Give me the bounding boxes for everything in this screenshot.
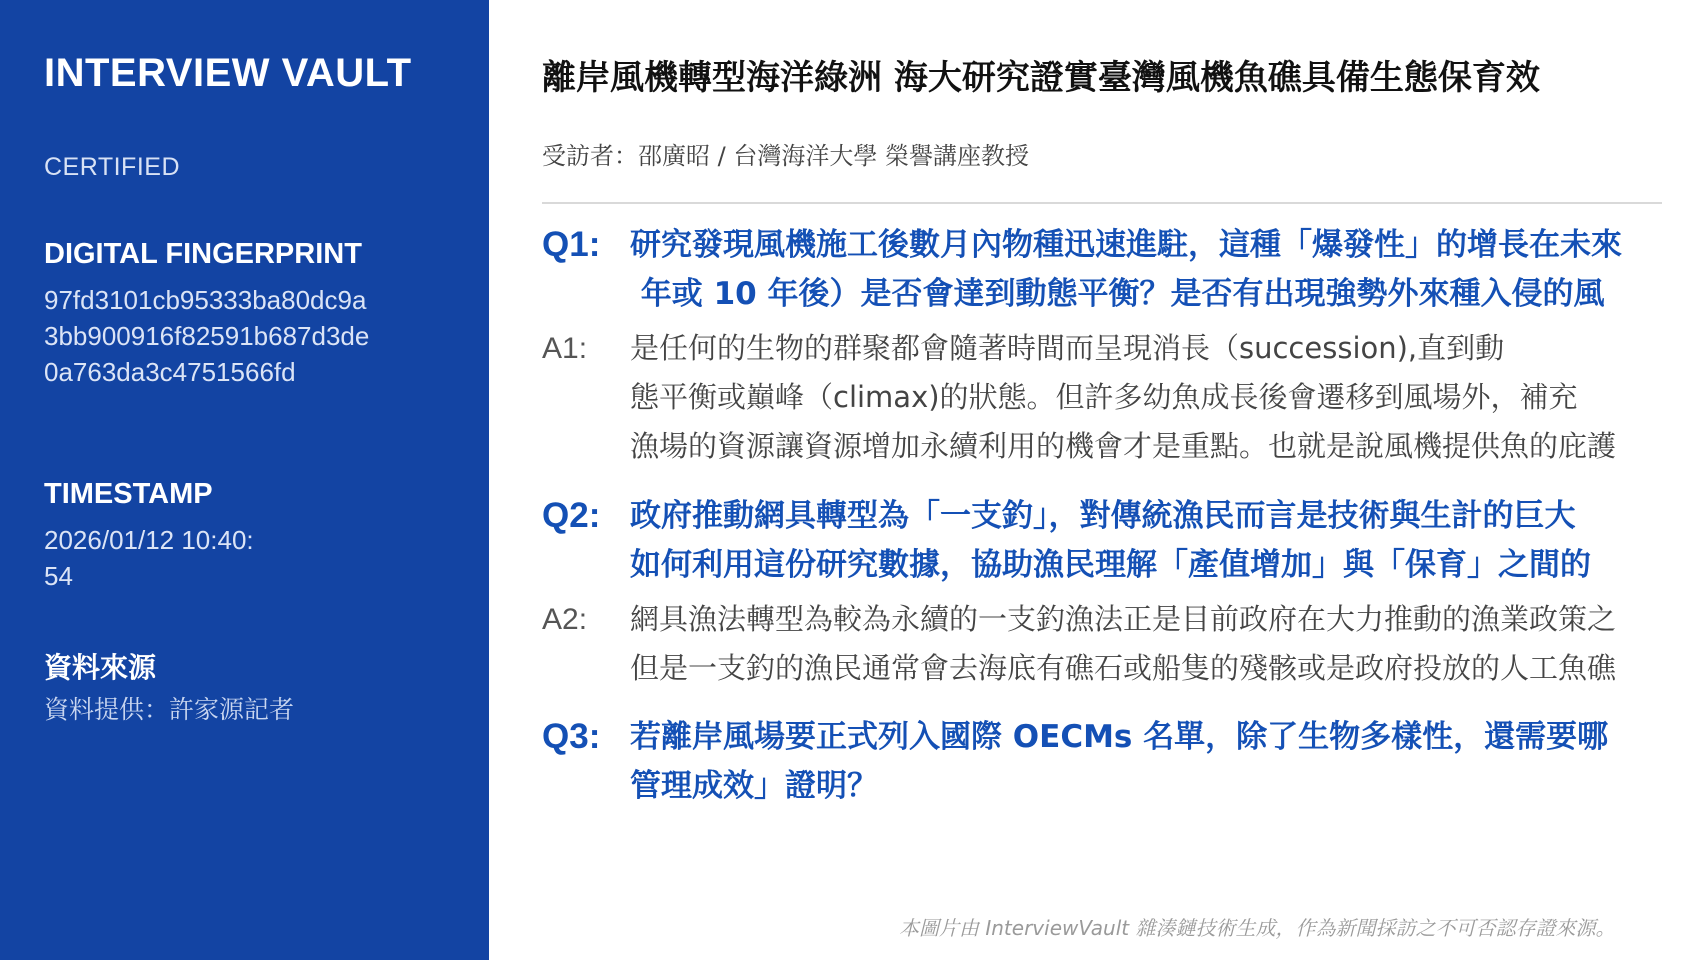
question-tag: Q1: — [542, 225, 601, 264]
question-line: 管理成效」證明？ — [630, 768, 878, 804]
question-line: 年或 10 年後）是否會達到動態平衡？是否有出現強勢外來種入侵的風 — [630, 276, 1605, 312]
brand-subtitle: CERTIFIED — [44, 153, 180, 181]
article-panel — [489, 0, 1706, 960]
question-line: 若離岸風場要正式列入國際 OECMs 名單，除了生物多樣性，還需要哪 — [630, 719, 1609, 755]
source-label: 資料來源 — [44, 651, 157, 684]
question-line: 政府推動網具轉型為「一支釣」，對傳統漁民而言是技術與生計的巨大 — [630, 498, 1576, 534]
timestamp-value: 2026/01/12 10:40:54 — [44, 525, 254, 591]
answer-line: 網具漁法轉型為較為永續的一支釣漁法正是目前政府在大力推動的漁業政策之 — [630, 602, 1617, 636]
question-text — [630, 713, 1608, 811]
answer-line: 態平衡或巔峰（climax)的狀態。但許多幼魚成長後會遷移到風場外，補充 — [630, 380, 1578, 414]
sidebar — [0, 0, 489, 960]
fingerprint-value: 97fd3101cb95333ba80dc9a3bb900916f82591b687d3de0a763da3c4751566fd — [44, 285, 370, 387]
interviewee-line: 受訪者：邵廣昭 / 台灣海洋大學 榮譽講座教授 — [542, 142, 1029, 170]
question-text — [630, 492, 1591, 590]
answer-line: 但是一支釣的漁民通常會去海底有礁石或船隻的殘骸或是政府投放的人工魚礁 — [630, 651, 1617, 685]
brand-title: INTERVIEW VAULT — [44, 51, 412, 95]
answer-text — [630, 595, 1616, 693]
article-title: 離岸風機轉型海洋綠洲 海大研究證實臺灣風機魚礁具備生態保育效 — [542, 58, 1540, 98]
answer-tag: A2: — [542, 603, 588, 636]
timestamp-label: TIMESTAMP — [44, 478, 213, 510]
question-line: 研究發現風機施工後數月內物種迅速進駐，這種「爆發性」的增長在未來 — [630, 227, 1622, 263]
source-value: 資料提供：許家源記者 — [44, 695, 295, 724]
answer-tag: A1: — [542, 332, 588, 365]
question-tag: Q3: — [542, 717, 601, 756]
question-tag: Q2: — [542, 496, 601, 535]
answer-text — [630, 324, 1616, 471]
answer-line: 是任何的生物的群聚都會隨著時間而呈現消長（succession),直到動 — [630, 331, 1505, 365]
footer-note: 本圖片由 InterviewVault 雜湊鏈技術生成，作為新聞採訪之不可否認存證來源。 — [899, 916, 1616, 940]
fingerprint-label: DIGITAL FINGERPRINT — [44, 238, 362, 270]
answer-line: 漁場的資源讓資源增加永續利用的機會才是重點。也就是說風機提供魚的庇護 — [630, 429, 1617, 463]
divider — [542, 202, 1662, 204]
question-text — [630, 221, 1622, 319]
question-line: 如何利用這份研究數據，協助漁民理解「產值增加」與「保育」之間的 — [630, 547, 1591, 583]
